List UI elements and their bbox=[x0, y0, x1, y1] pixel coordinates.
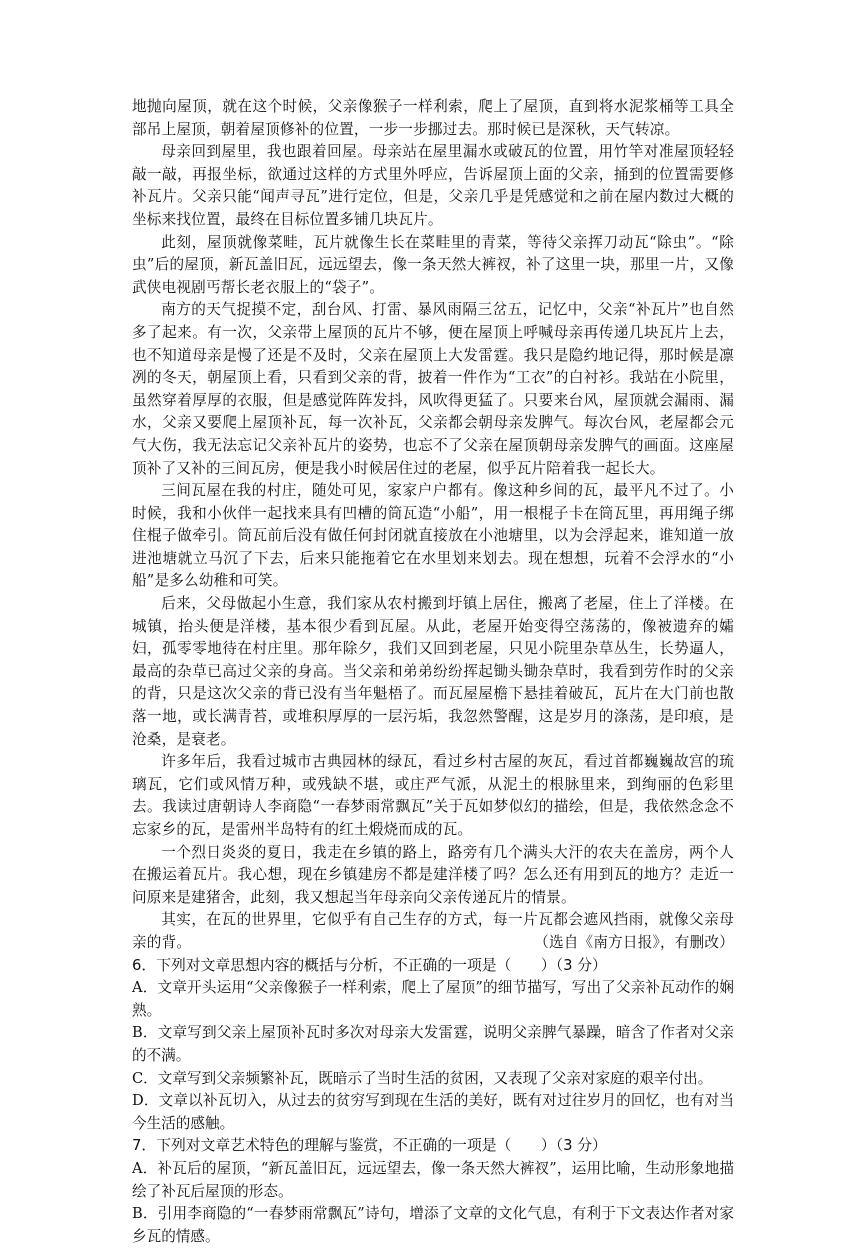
passage-paragraph-4: 南方的天气捉摸不定，刮台风、打雷、暴风雨隔三岔五，记忆中，父亲“补瓦片”也自然多了起来。有一次，父亲带上屋顶的瓦片不够，便在屋顶上呼喊母亲再传递几块瓦片上去，也不知道母亲是慢了还是不及时，父亲在屋顶上大发雷霆。我只是隐约地记得，那时候是凛冽的冬天，朝屋顶上看，只看到父亲的背，披着一件作为“工衣”的白衬衫。我站在小院里，虽然穿着厚厚的衣服，但是感觉阵阵发抖，风吹得更猛了。只要来台风，屋顶就会漏雨、漏水，父亲又要爬上屋顶补瓦，每一次补瓦，父亲都会朝母亲发脾气。每次台风，老屋都会元气大伤，我无法忘记父亲补瓦片的姿势，也忘不了父亲在屋顶朝母亲发脾气的画面。这座屋顶补了又补的三间瓦房，便是我小时候居住过的老屋，似乎瓦片陪着我一起长大。 bbox=[132, 301, 734, 477]
passage-paragraph-7: 许多年后，我看过城市古典园林的绿瓦，看过乡村古屋的灰瓦，看过首都巍巍故宫的琉璃瓦，它们或风情万种，或残缺不堪，或庄严气派，从泥土的根脉里来，到绚丽的色彩里去。我读过唐朝诗人李商隐“一春梦雨常飘瓦”关于瓦如梦似幻的描绘，但是，我依然念念不忘家乡的瓦，是雷州半岛特有的红土煅烧而成的瓦。 bbox=[132, 753, 734, 838]
closing-text: 其实，在瓦的世界里，它似乎有自己生存的方式，每一片瓦都会遮风挡雨，就像父亲母亲的背。 bbox=[132, 911, 734, 951]
question-7-stem: 7．下列对文章艺术特色的理解与鉴赏，不正确的一项是（ ）（3 分） bbox=[132, 1137, 607, 1155]
passage-paragraph-5: 三间瓦屋在我的村庄，随处可见，家家户户都有。像这种乡间的瓦，最平凡不过了。小时候，我和小伙伴一起找来具有凹槽的筒瓦造“小船”，用一根棍子卡在筒瓦里，再用绳子绑住棍子做牵引。筒瓦前后没有做任何封闭就直接放在小池塘里，以为会浮起来，谁知道一放进池塘就立马沉了下去，后来只能拖着它在水里划来划去。现在想想，玩着不会浮水的“小船”是多么幼稚和可笑。 bbox=[132, 482, 734, 590]
question-7-option-a: A．补瓦后的屋顶，“新瓦盖旧瓦，远远望去，像一条天然大裤衩”，运用比喻，生动形象地描绘了补瓦后屋顶的形态。 bbox=[132, 1159, 734, 1200]
question-6-option-a: A．文章开头运用“父亲像猴子一样利索，爬上了屋顶”的细节描写，写出了父亲补瓦动作的娴熟。 bbox=[132, 979, 734, 1019]
passage-paragraph-8: 一个烈日炎炎的夏日，我走在乡镇的路上，路旁有几个满头大汗的农夫在盖房，两个人在搬运着瓦片。我心想，现在乡镇建房不都是建洋楼了吗？怎么还有用到瓦的地方？走近一问原来是建猪舍，此刻，我又想起当年母亲向父亲传递瓦片的情景。 bbox=[132, 843, 734, 906]
question-7 bbox=[132, 1135, 734, 1248]
question-6-option-c: C．文章写到父亲频繁补瓦，既暗示了当时生活的贫困，又表现了父亲对家庭的艰辛付出。 bbox=[132, 1069, 713, 1087]
passage-paragraph-6: 后来，父母做起小生意，我们家从农村搬到圩镇上居住，搬离了老屋，住上了洋楼。在城镇，抬头便是洋楼，基本很少看到瓦屋。从此，老屋开始变得空荡荡的，像被遗弃的孀妇，孤零零地待在村庄里。那年除夕，我们又回到老屋，只见小院里杂草丛生，长势逼人，最高的杂草已高过父亲的身高。当父亲和弟弟纷纷挥起锄头锄杂草时，我看到劳作时的父亲的背，只是这次父亲的背已没有当年魁梧了。而瓦屋屋檐下悬挂着破瓦，瓦片在大门前也散落一地，或长满青苔，或堆积厚厚的一层污垢，我忽然警醒，这是岁月的涤荡，是印痕，是沧桑，是衰老。 bbox=[132, 595, 734, 748]
question-6-option-d: D．文章以补瓦切入，从过去的贫穷写到现在生活的美好，既有对过往岁月的回忆，也有对当今生活的感触。 bbox=[132, 1092, 734, 1132]
source-note: （选自《南方日报》，有删改） bbox=[534, 933, 734, 951]
passage-paragraph-3: 此刻，屋顶就像菜畦，瓦片就像生长在菜畦里的青菜，等待父亲挥刀动瓦“除虫”。“除虫”后的屋顶，新瓦盖旧瓦，远远望去，像一条天然大裤衩，补了这里一块，那里一片，又像武侠电视剧丐帮长老衣服上的“袋子”。 bbox=[132, 233, 734, 296]
passage-paragraph-2: 母亲回到屋里，我也跟着回屋。母亲站在屋里漏水或破瓦的位置，用竹竿对准屋顶轻轻敲一敲，再报坐标，欲通过这样的方式里外呼应，告诉屋顶上面的父亲，捅到的位置需要修补瓦片。父亲只能“闻声寻瓦”进行定位，但是，父亲几乎是凭感觉和之前在屋内数过大概的坐标来找位置，最终在目标位置多铺几块瓦片。 bbox=[132, 143, 734, 228]
question-6-option-b: B．文章写到父亲上屋顶补瓦时多次对母亲大发雷霆，说明父亲脾气暴躁，暗含了作者对父亲的不满。 bbox=[132, 1024, 734, 1064]
question-7-option-b: B．引用李商隐的“一春梦雨常飘瓦”诗句，增添了文章的文化气息，有利于下文表达作者对家乡瓦的情感。 bbox=[132, 1205, 734, 1245]
question-6-stem: 6．下列对文章思想内容的概括与分析，不正确的一项是（ ）（3 分） bbox=[132, 956, 607, 974]
question-6 bbox=[132, 955, 734, 1136]
passage-closing-paragraph bbox=[132, 909, 734, 954]
passage-paragraph-1: 地抛向屋顶，就在这个时候，父亲像猴子一样利索，爬上了屋顶，直到将水泥浆桶等工具全部吊上屋顶，朝着屋顶修补的位置，一步一步挪过去。那时候已是深秋，天气转凉。 bbox=[132, 98, 734, 138]
